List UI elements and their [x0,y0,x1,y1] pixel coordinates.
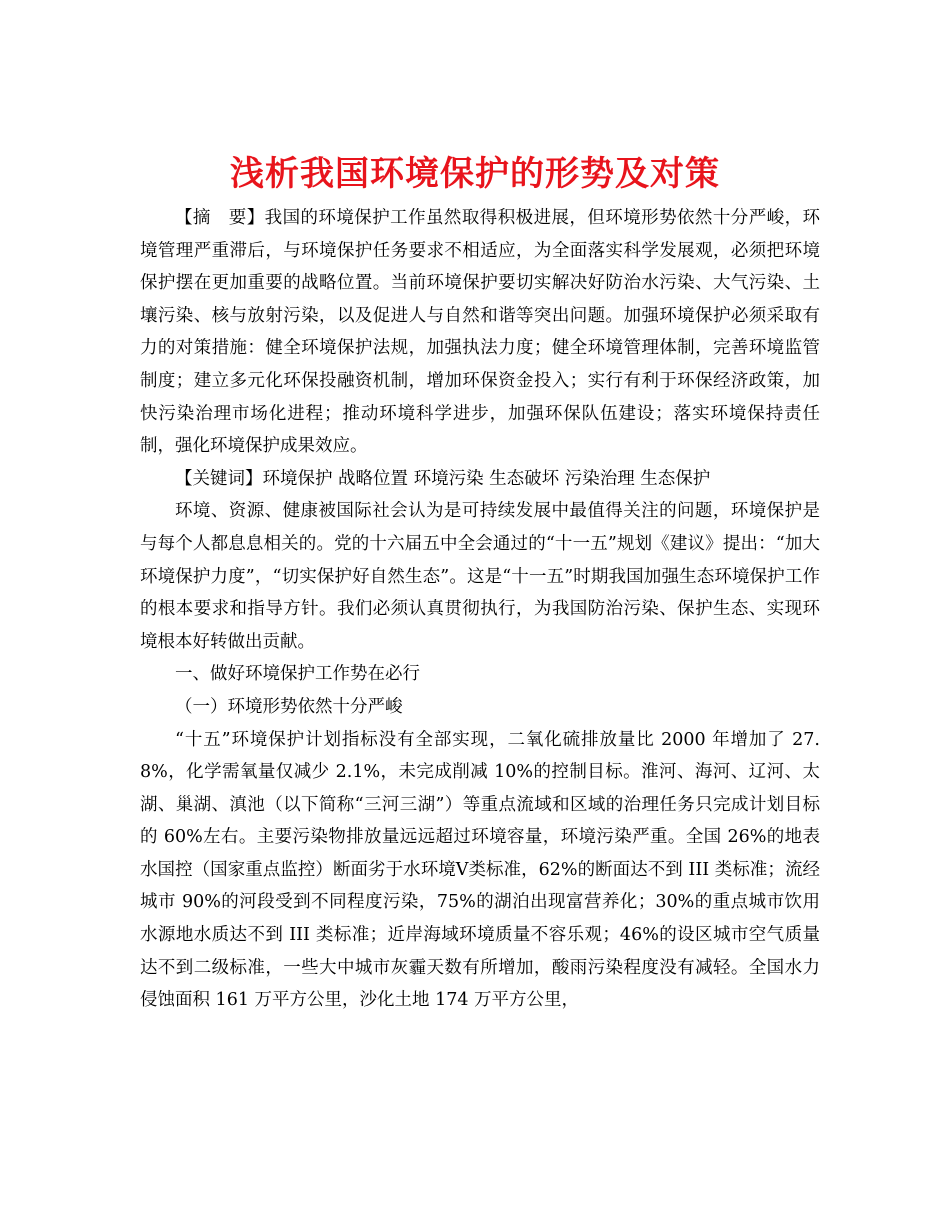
document-body [140,202,820,1017]
section-heading: 一、做好环境保护工作势在必行 [175,664,420,685]
body-paragraph: “十五”环境保护计划指标没有全部实现，二氧化硫排放量比 2000 年增加了 27.8%，化学需氧量仅减少 2.1%，未完成削减 10%的控制目标。淮河、海河、辽河、太湖、巢湖、滇池（以下简称“三河三湖”）等重点流域和区域的治理任务只完成计划目标的 60%左右。主要污染物排放量远远超过环境容量，环境污染严重。全国 26%的地表水国控（国家重点监控）断面劣于水环境Ⅴ类标准，62%的断面达不到 III 类标准；流经城市 90%的河段受到不同程度污染，75%的湖泊出现富营养化；30%的重点城市饮用水源地水质达不到 III 类标准；近岸海域环境质量不容乐观；46%的设区城市空气质量达不到二级标准，一些大中城市灰霾天数有所增加，酸雨污染程度没有减轻。全国水力侵蚀面积 161 万平方公里，沙化土地 174 万平方公里， [140,729,820,1011]
keywords-paragraph: 【关键词】环境保护 战略位置 环境污染 生态破坏 污染治理 生态保护 [175,468,711,489]
document-title: 浅析我国环境保护的形势及对策 [230,153,720,194]
intro-paragraph: 环境、资源、健康被国际社会认为是可持续发展中最值得关注的问题，环境保护是与每个人都息息相关的。党的十六届五中全会通过的“十一五”规划《建议》提出：“加大环境保护力度”，“切实保护好自然生态”。这是“十一五”时期我国加强生态环境保护工作的根本要求和指导方针。我们必须认真贯彻执行，为我国防治污染、保护生态、实现环境根本好转做出贡献。 [140,501,820,652]
abstract-paragraph: 【摘 要】我国的环境保护工作虽然取得积极进展，但环境形势依然十分严峻，环境管理严重滞后，与环境保护任务要求不相适应，为全面落实科学发展观，必须把环境保护摆在更加重要的战略位置。当前环境保护要切实解决好防治水污染、大气污染、土壤污染、核与放射污染，以及促进人与自然和谐等突出问题。加强环境保护必须采取有力的对策措施：健全环境保护法规，加强执法力度；健全环境管理体制，完善环境监管制度；建立多元化环保投融资机制，增加环保资金投入；实行有利于环保经济政策，加快污染治理市场化进程；推动环境科学进步，加强环保队伍建设；落实环境保持责任制，强化环境保护成果效应。 [140,208,820,457]
subsection-heading: （一）环境形势依然十分严峻 [175,696,403,717]
